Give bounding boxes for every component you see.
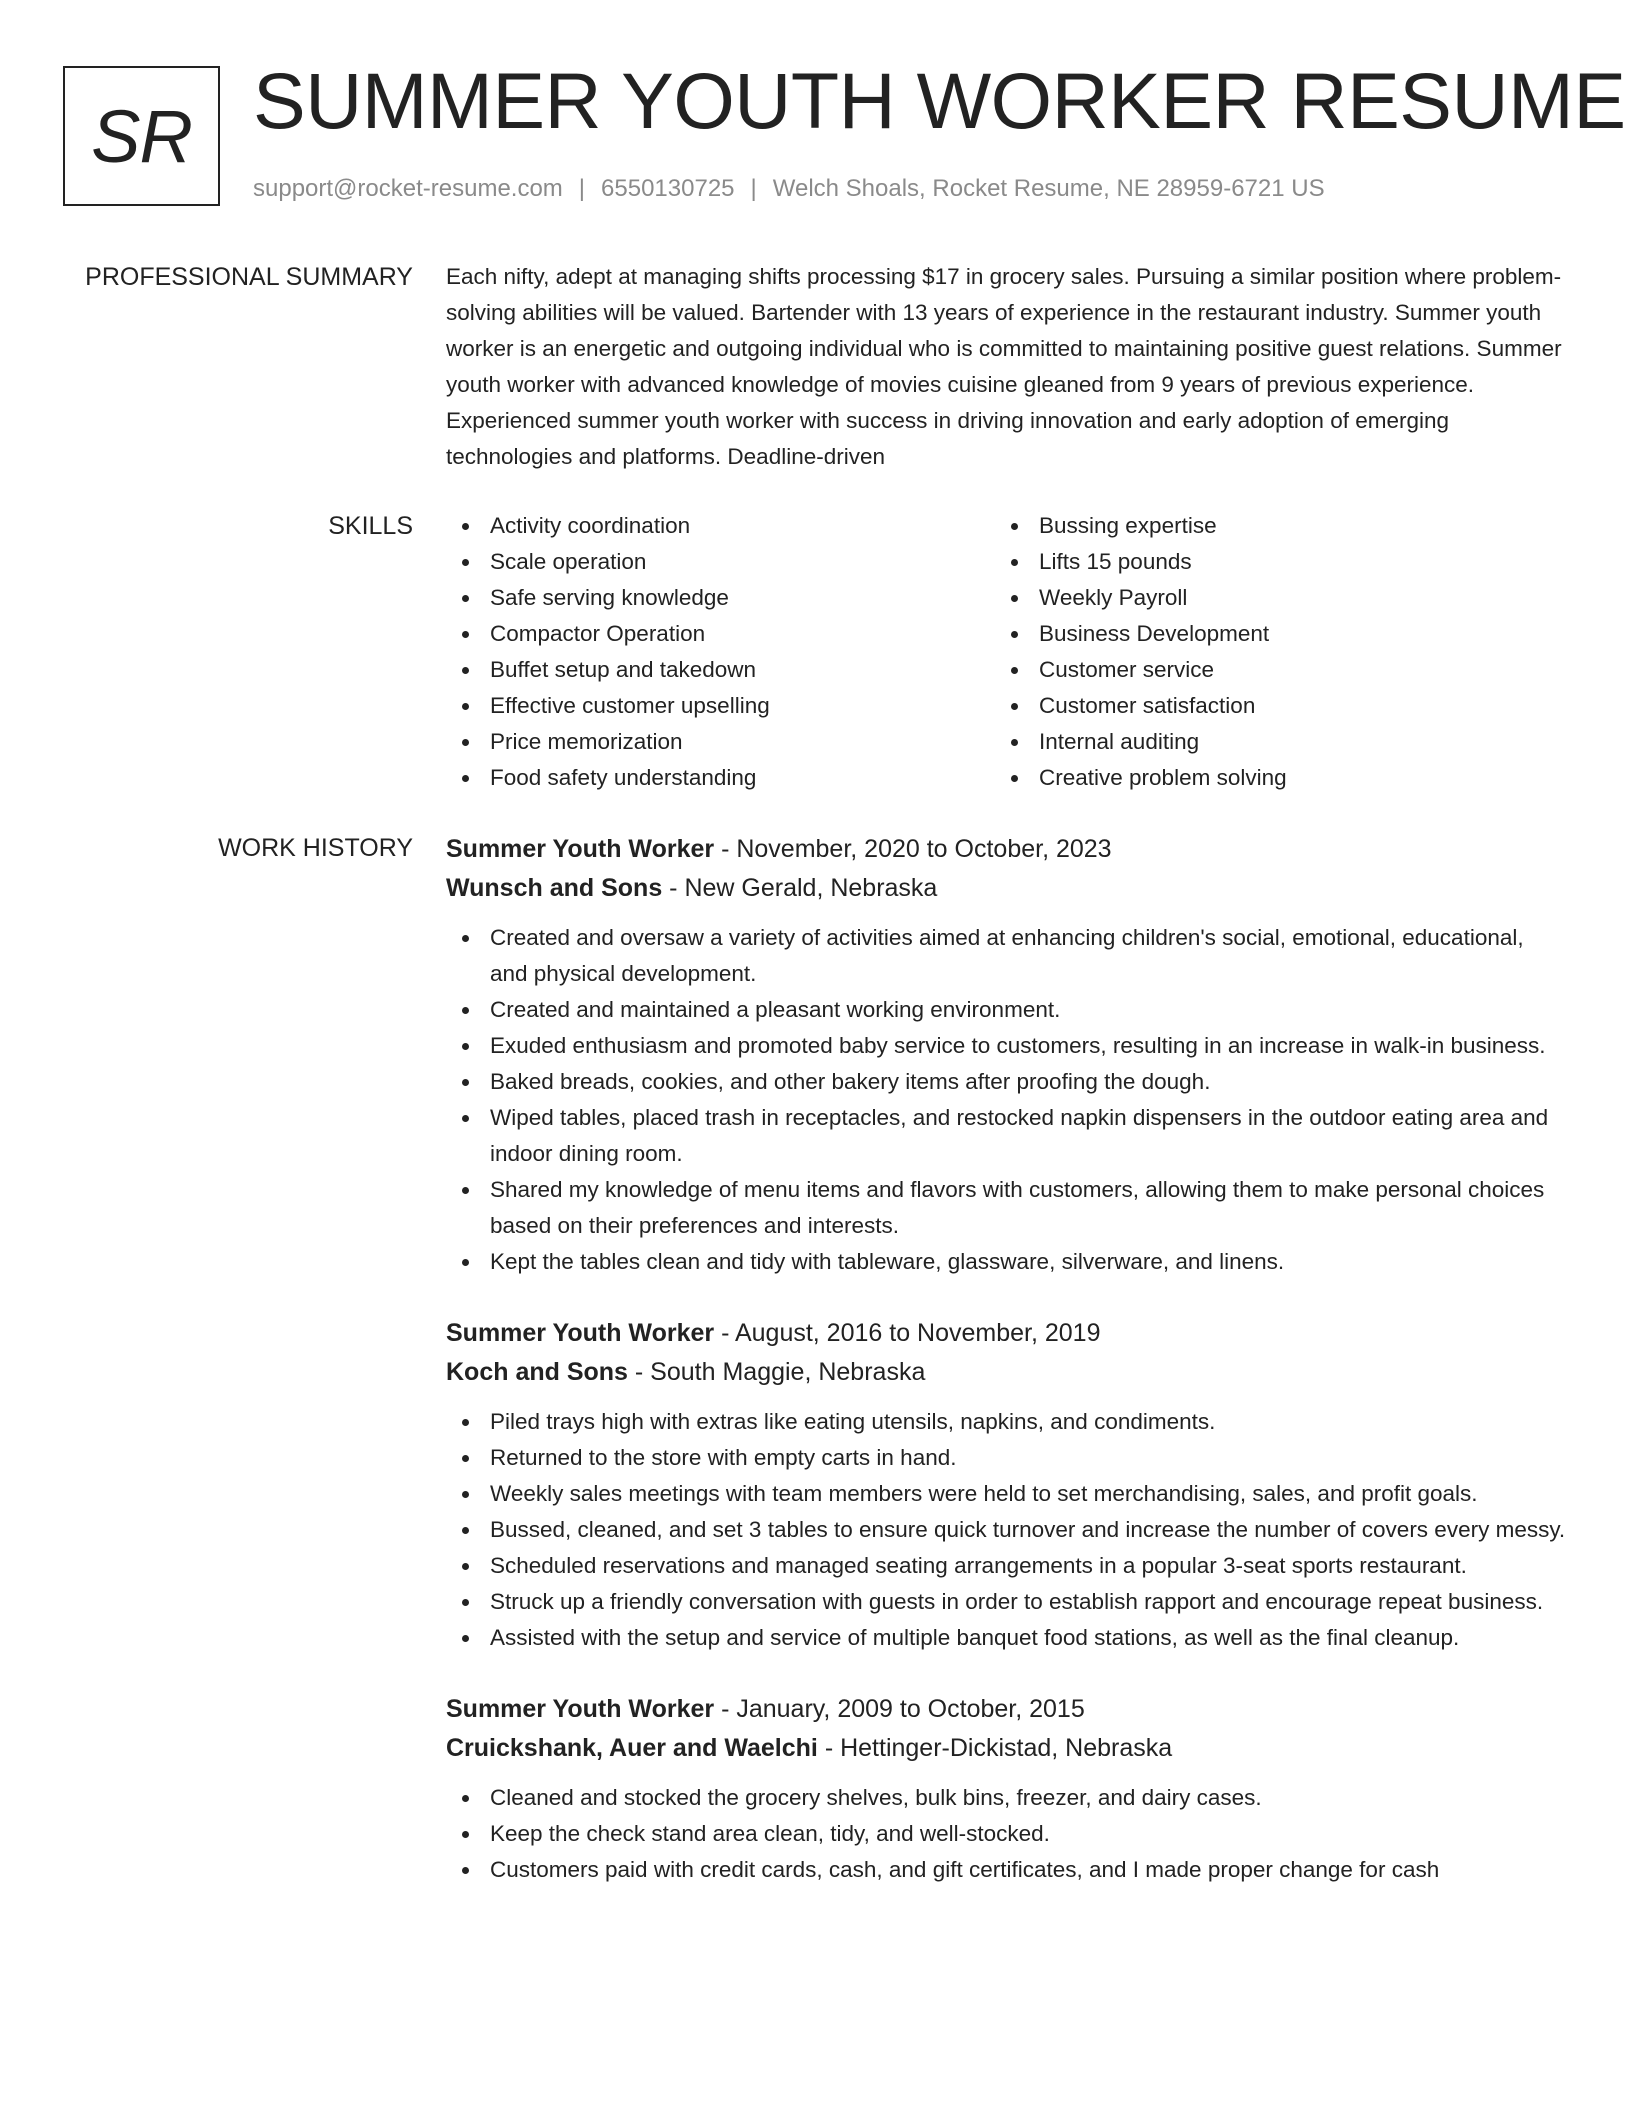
job-bullet: Scheduled reservations and managed seating arrangements in a popular 3-seat sports restaurant. bbox=[446, 1548, 1566, 1584]
skills-column-right bbox=[995, 508, 1544, 796]
skill-item: Buffet setup and takedown bbox=[446, 652, 995, 688]
contact-separator: | bbox=[578, 175, 586, 202]
contact-phone[interactable]: 6550130725 bbox=[601, 175, 735, 202]
skill-item: Creative problem solving bbox=[995, 760, 1544, 796]
skill-item: Lifts 15 pounds bbox=[995, 544, 1544, 580]
skill-item: Food safety understanding bbox=[446, 760, 995, 796]
job-bullet: Created and maintained a pleasant working environment. bbox=[446, 992, 1566, 1028]
job-title-line bbox=[446, 1690, 1566, 1729]
skill-item: Customer satisfaction bbox=[995, 688, 1544, 724]
skill-item: Safe serving knowledge bbox=[446, 580, 995, 616]
skill-item: Scale operation bbox=[446, 544, 995, 580]
job-dates: - January, 2009 to October, 2015 bbox=[714, 1695, 1085, 1723]
skill-item: Weekly Payroll bbox=[995, 580, 1544, 616]
skill-item: Internal auditing bbox=[995, 724, 1544, 760]
skill-item: Price memorization bbox=[446, 724, 995, 760]
job-dates: - November, 2020 to October, 2023 bbox=[714, 835, 1112, 863]
work-history-body bbox=[446, 830, 1566, 1922]
job-company: Cruickshank, Auer and Waelchi bbox=[446, 1734, 818, 1762]
contact-email[interactable]: support@rocket-resume.com bbox=[253, 175, 563, 202]
summary-body bbox=[446, 259, 1566, 475]
job-bullet: Piled trays high with extras like eating utensils, napkins, and condiments. bbox=[446, 1404, 1566, 1440]
job-bullet: Struck up a friendly conversation with guests in order to establish rapport and encourage repeat business. bbox=[446, 1584, 1566, 1620]
job-company-line bbox=[446, 1353, 1566, 1392]
job-title: Summer Youth Worker bbox=[446, 835, 715, 863]
work-history-heading: WORK HISTORY bbox=[218, 834, 413, 862]
job-bullet: Cleaned and stocked the grocery shelves, bulk bins, freezer, and dairy cases. bbox=[446, 1780, 1566, 1816]
job-company-line bbox=[446, 1729, 1566, 1768]
job-company-line bbox=[446, 869, 1566, 908]
job-entry bbox=[446, 1690, 1566, 1888]
job-bullet: Returned to the store with empty carts in hand. bbox=[446, 1440, 1566, 1476]
job-bullet: Exuded enthusiasm and promoted baby service to customers, resulting in an increase in walk-in business. bbox=[446, 1028, 1566, 1064]
job-bullets bbox=[446, 920, 1566, 1280]
skill-item: Activity coordination bbox=[446, 508, 995, 544]
skills-heading: SKILLS bbox=[328, 512, 413, 540]
resume-title: SUMMER YOUTH WORKER RESUME bbox=[253, 56, 1626, 145]
job-location: - Hettinger-Dickistad, Nebraska bbox=[817, 1734, 1173, 1762]
skills-column-left bbox=[446, 508, 995, 796]
skill-item: Effective customer upselling bbox=[446, 688, 995, 724]
job-title: Summer Youth Worker bbox=[446, 1319, 715, 1347]
job-title-line bbox=[446, 830, 1566, 869]
job-bullet: Kept the tables clean and tidy with tableware, glassware, silverware, and linens. bbox=[446, 1244, 1566, 1280]
job-company: Wunsch and Sons bbox=[446, 874, 663, 902]
job-bullet: Customers paid with credit cards, cash, and gift certificates, and I made proper change for cash bbox=[446, 1852, 1566, 1888]
summary-text: Each nifty, adept at managing shifts processing $17 in grocery sales. Pursuing a similar position where problem-solving abilities will be valued. Bartender with 13 years of experience in the restaurant industry. Summer youth worker is an energetic and outgoing individual who is committed to maintaining positive guest relations. Summer youth worker with advanced knowledge of movies cuisine gleaned from 9 years of previous experience. Experienced summer youth worker with success in driving innovation and early adoption of emerging technologies and platforms. Deadline-driven bbox=[446, 264, 1562, 469]
job-bullet: Shared my knowledge of menu items and flavors with customers, allowing them to make personal choices based on their preferences and interests. bbox=[446, 1172, 1566, 1244]
job-entry bbox=[446, 830, 1566, 1280]
job-entry bbox=[446, 1314, 1566, 1656]
contact-separator: | bbox=[750, 175, 757, 202]
job-location: - South Maggie, Nebraska bbox=[627, 1358, 926, 1386]
contact-address: Welch Shoals, Rocket Resume, NE 28959-6721 US bbox=[772, 175, 1325, 202]
job-bullet: Assisted with the setup and service of multiple banquet food stations, as well as the final cleanup. bbox=[446, 1620, 1566, 1656]
job-company: Koch and Sons bbox=[446, 1358, 628, 1386]
skill-item: Bussing expertise bbox=[995, 508, 1544, 544]
skill-item: Compactor Operation bbox=[446, 616, 995, 652]
skill-item: Customer service bbox=[995, 652, 1544, 688]
contact-line bbox=[253, 172, 1325, 206]
skill-item: Business Development bbox=[995, 616, 1544, 652]
job-title-line bbox=[446, 1314, 1566, 1353]
monogram-initials: SR bbox=[91, 94, 192, 178]
job-dates: - August, 2016 to November, 2019 bbox=[714, 1319, 1101, 1347]
job-bullets bbox=[446, 1780, 1566, 1888]
job-location: - New Gerald, Nebraska bbox=[662, 874, 938, 902]
job-bullets bbox=[446, 1404, 1566, 1656]
job-bullet: Keep the check stand area clean, tidy, and well-stocked. bbox=[446, 1816, 1566, 1852]
job-bullet: Created and oversaw a variety of activities aimed at enhancing children's social, emotional, educational, and physical development. bbox=[446, 920, 1566, 992]
summary-heading: PROFESSIONAL SUMMARY bbox=[85, 263, 413, 291]
skills-columns bbox=[446, 508, 1566, 796]
job-bullet: Weekly sales meetings with team members were held to set merchandising, sales, and profit goals. bbox=[446, 1476, 1566, 1512]
skills-body bbox=[446, 508, 1566, 796]
job-bullet: Bussed, cleaned, and set 3 tables to ensure quick turnover and increase the number of covers every messy. bbox=[446, 1512, 1566, 1548]
job-title: Summer Youth Worker bbox=[446, 1695, 715, 1723]
monogram-badge bbox=[63, 66, 220, 206]
job-bullet: Baked breads, cookies, and other bakery items after proofing the dough. bbox=[446, 1064, 1566, 1100]
job-bullet: Wiped tables, placed trash in receptacles, and restocked napkin dispensers in the outdoor eating area and indoor dining room. bbox=[446, 1100, 1566, 1172]
